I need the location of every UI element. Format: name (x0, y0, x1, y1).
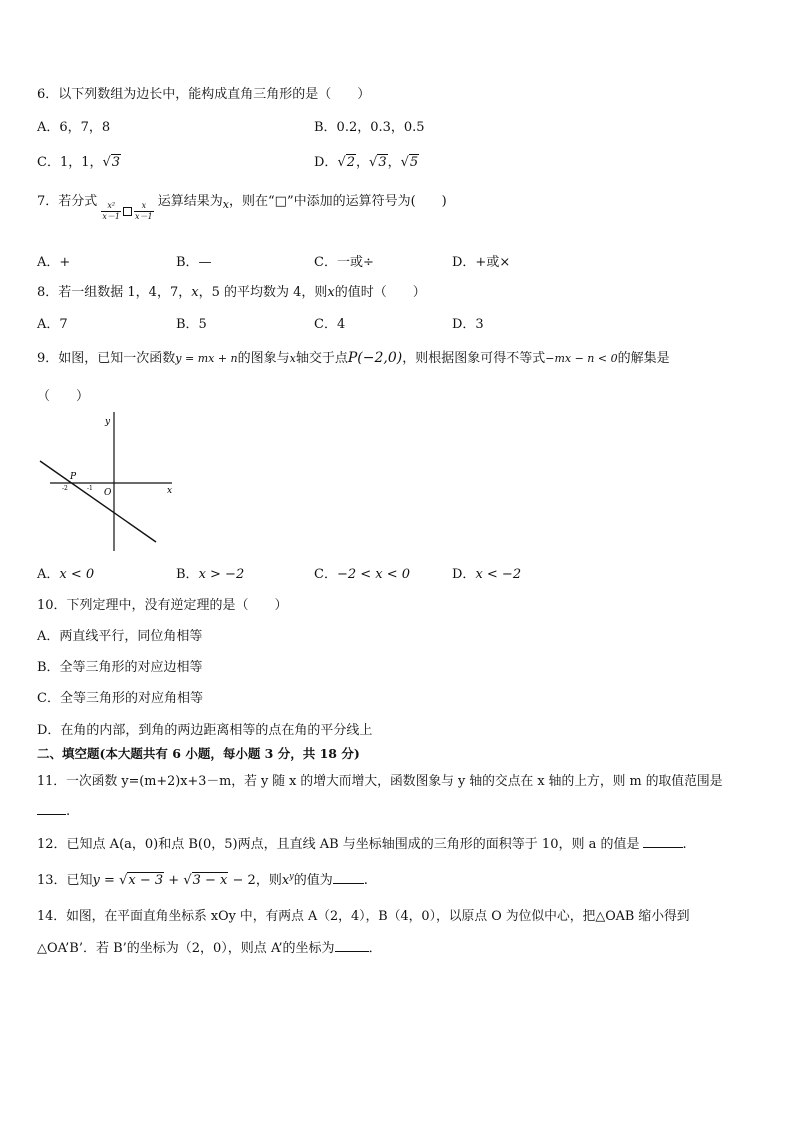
sqrt-3: √3 (369, 155, 387, 170)
point-p: P(−2,0) (347, 350, 403, 366)
q10-option-c: C．全等三角形的对应角相等 (37, 691, 203, 706)
answer-blank[interactable] (643, 835, 683, 848)
q9-stem: 9．如图，已知一次函数y = mx + n的图象与x轴交于点P(−2,0)，则根据图象可得不等式−mx − n < 0的解集是 (37, 350, 670, 366)
sqrt-5: √5 (400, 155, 419, 170)
origin-label: O (104, 488, 112, 498)
q7-option-a: A．+ (37, 255, 71, 270)
q9-option-a: A．x < 0 (37, 567, 95, 582)
fraction-x2-over-x-1: $\frac{\text{x²}}{x-1}$ (102, 201, 121, 221)
blank-operator-box (123, 207, 132, 216)
q9-option-b: B．x > −2 (176, 567, 245, 582)
q9-option-d: D．x < −2 (452, 567, 522, 582)
q12-stem: 12．已知点 A(a，0)和点 B(0，5)两点，且直线 AB 与坐标轴围成的三角形的面积等于 10，则 a 的值是 . (37, 837, 687, 852)
sqrt-3: √3 (102, 155, 121, 170)
answer-blank[interactable] (333, 871, 364, 884)
q7-stem: 7．若分式 $\frac{\text{x²}}{x-1}$ $\frac{x}{x-1}$ 运算结果为$_x$，则在“□”中添加的运算符号为( ) (37, 194, 447, 221)
q6-option-d: D．√2，√3，√5 (314, 155, 419, 170)
q8-option-c: C．4 (314, 317, 346, 332)
tick-label-neg1: -1 (87, 485, 93, 492)
q7-option-b: B．— (176, 255, 212, 270)
q8-option-b: B．5 (176, 317, 207, 332)
q9-graph (36, 406, 186, 552)
function-line (40, 461, 156, 542)
q9-paren: （ ） (37, 389, 90, 404)
q6-option-a: A．6，7，8 (37, 120, 111, 135)
q11-answer-line: . (37, 802, 70, 819)
q9-option-c: C．−2 < x < 0 (314, 567, 411, 582)
q7-option-c: C．一或÷ (314, 255, 374, 270)
tick-label-neg2: -2 (62, 485, 68, 492)
q10-stem: 10．下列定理中，没有逆定理的是（ ） (37, 598, 288, 613)
fraction-x-over-x-1: $\frac{x}{x-1}$ (135, 201, 153, 221)
function-expression: y = mx + n (175, 352, 238, 365)
point-p-label: P (70, 472, 77, 482)
q6-option-c-text: C．1，1， (37, 155, 103, 170)
q14-line1: 14．如图，在平面直角坐标系 xOy 中，有两点 A（2，4），B（4，0），以原点 O 为位似中心，把△OAB 缩小得到 (37, 909, 690, 924)
q14-line2: △OA’B’．若 B’的坐标为（2，0），则点 A’的坐标为 ． (37, 941, 382, 956)
q8-option-d: D．3 (452, 317, 484, 332)
answer-blank[interactable] (37, 802, 66, 815)
q10-option-d: D．在角的内部，到角的两边距离相等的点在角的平分线上 (37, 723, 373, 738)
sqrt-x-minus-3: √x − 3 (119, 873, 164, 888)
q6-option-d-text: D． (314, 155, 338, 170)
y-axis-label: y (105, 417, 111, 427)
q6-option-b: B．0.2，0.3，0.5 (314, 120, 425, 135)
q7-option-d: D．+或× (452, 255, 511, 270)
q6-stem: 6．以下列数组为边长中，能构成直角三角形的是（ ） (37, 87, 371, 102)
sqrt-3-minus-x: √3 − x (183, 873, 228, 888)
q8-option-a: A．7 (37, 317, 68, 332)
section-title: 二、填空题(本大题共有 6 小题，每小题 3 分，共 18 分) (37, 746, 360, 761)
inequality-expression: −mx − n < 0 (545, 352, 618, 365)
q6-option-c (37, 151, 121, 170)
q8-stem: 8．若一组数据 1，4，7，x，5 的平均数为 4，则x的值时（ ） (37, 285, 426, 300)
q11-stem: 11．一次函数 y=(m+2)x+3－m，若 y 随 x 的增大而增大，函数图象与 y 轴的交点在 x 轴的上方，则 m 的取值范围是 (37, 774, 723, 789)
answer-blank[interactable] (335, 939, 369, 952)
q13-stem: 13．已知y = √x − 3 + √3 − x − 2，则$x^y$的值为 . (37, 871, 368, 888)
q10-option-b: B．全等三角形的对应边相等 (37, 660, 203, 675)
x-axis-label: x (167, 486, 173, 496)
q10-option-a: A．两直线平行，同位角相等 (37, 629, 203, 644)
sqrt-2: √2 (337, 155, 356, 170)
